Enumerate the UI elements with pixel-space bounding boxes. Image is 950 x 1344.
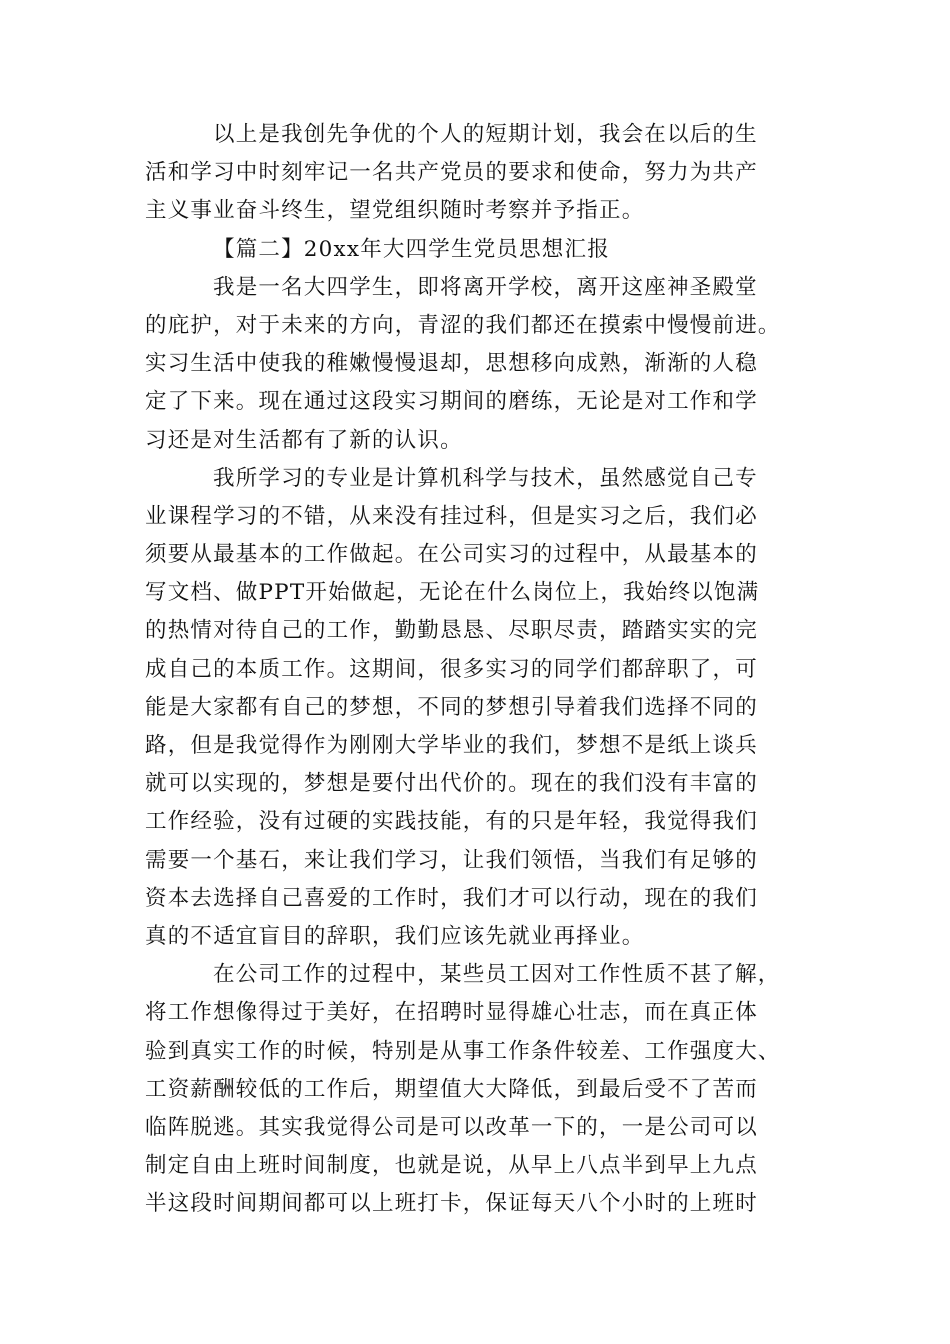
paragraph-line: 我所学习的专业是计算机科学与技术，虽然感觉自己专 [213, 465, 758, 491]
paragraph-line: 真的不适宜盲目的辞职，我们应该先就业再择业。 [145, 923, 645, 949]
paragraph-line: 的庇护，对于未来的方向，青涩的我们都还在摸索中慢慢前进。 [145, 312, 781, 338]
paragraph-line: 写文档、做PPT开始做起，无论在什么岗位上，我始终以饱满 [145, 580, 760, 606]
paragraph-line: 路，但是我觉得作为刚刚大学毕业的我们，梦想不是纸上谈兵 [145, 733, 758, 758]
paragraph-line: 验到真实工作的时候，特别是从事工作条件较差、工作强度大、 [145, 1038, 781, 1064]
paragraph-line: 须要从最基本的工作做起。在公司实习的过程中，从最基本的 [145, 542, 758, 568]
paragraph-line: 在公司工作的过程中，某些员工因对工作性质不甚了解， [213, 962, 781, 988]
paragraph-line: 我是一名大四学生，即将离开学校，离开这座神圣殿堂 [213, 274, 758, 300]
document-body [145, 116, 797, 1223]
paragraph-line: 活和学习中时刻牢记一名共产党员的要求和使命，努力为共产 [145, 160, 758, 186]
paragraph-line: 临阵脱逃。其实我觉得公司是可以改革一下的，一是公司可以 [145, 1114, 758, 1140]
paragraph-line: 成自己的本质工作。这期间，很多实习的同学们都辞职了，可 [145, 656, 758, 682]
paragraph-line: 主义事业奋斗终生，望党组织随时考察并予指正。 [145, 198, 645, 224]
paragraph-line: 制定自由上班时间制度，也就是说，从早上八点半到早上九点 [145, 1153, 758, 1179]
paragraph-line: 以上是我创先争优的个人的短期计划，我会在以后的生 [213, 122, 758, 147]
paragraph-line: 业课程学习的不错，从来没有挂过科，但是实习之后，我们必 [145, 503, 758, 529]
paragraph-line: 就可以实现的，梦想是要付出代价的。现在的我们没有丰富的 [145, 771, 758, 797]
section-heading: 【篇二】20xx年大四学生党员思想汇报 [213, 236, 610, 262]
paragraph-line: 工资薪酬较低的工作后，期望值大大降低，到最后受不了苦而 [145, 1076, 758, 1102]
paragraph-line: 资本去选择自己喜爱的工作时，我们才可以行动，现在的我们 [145, 885, 758, 911]
paragraph-line: 能是大家都有自己的梦想，不同的梦想引导着我们选择不同的 [145, 694, 758, 720]
paragraph-line: 工作经验，没有过硬的实践技能，有的只是年轻，我觉得我们 [145, 809, 758, 835]
paragraph-line: 定了下来。现在通过这段实习期间的磨练，无论是对工作和学 [145, 389, 758, 415]
paragraph-line: 需要一个基石，来让我们学习，让我们领悟，当我们有足够的 [145, 847, 758, 873]
paragraph-line: 习还是对生活都有了新的认识。 [145, 427, 463, 453]
paragraph-line: 半这段时间期间都可以上班打卡，保证每天八个小时的上班时 [145, 1191, 758, 1217]
paragraph-line: 实习生活中使我的稚嫩慢慢退却，思想移向成熟，渐渐的人稳 [145, 351, 758, 377]
paragraph-line: 的热情对待自己的工作，勤勤恳恳、尽职尽责，踏踏实实的完 [145, 618, 758, 644]
paragraph-line: 将工作想像得过于美好，在招聘时显得雄心壮志，而在真正体 [145, 1000, 758, 1026]
